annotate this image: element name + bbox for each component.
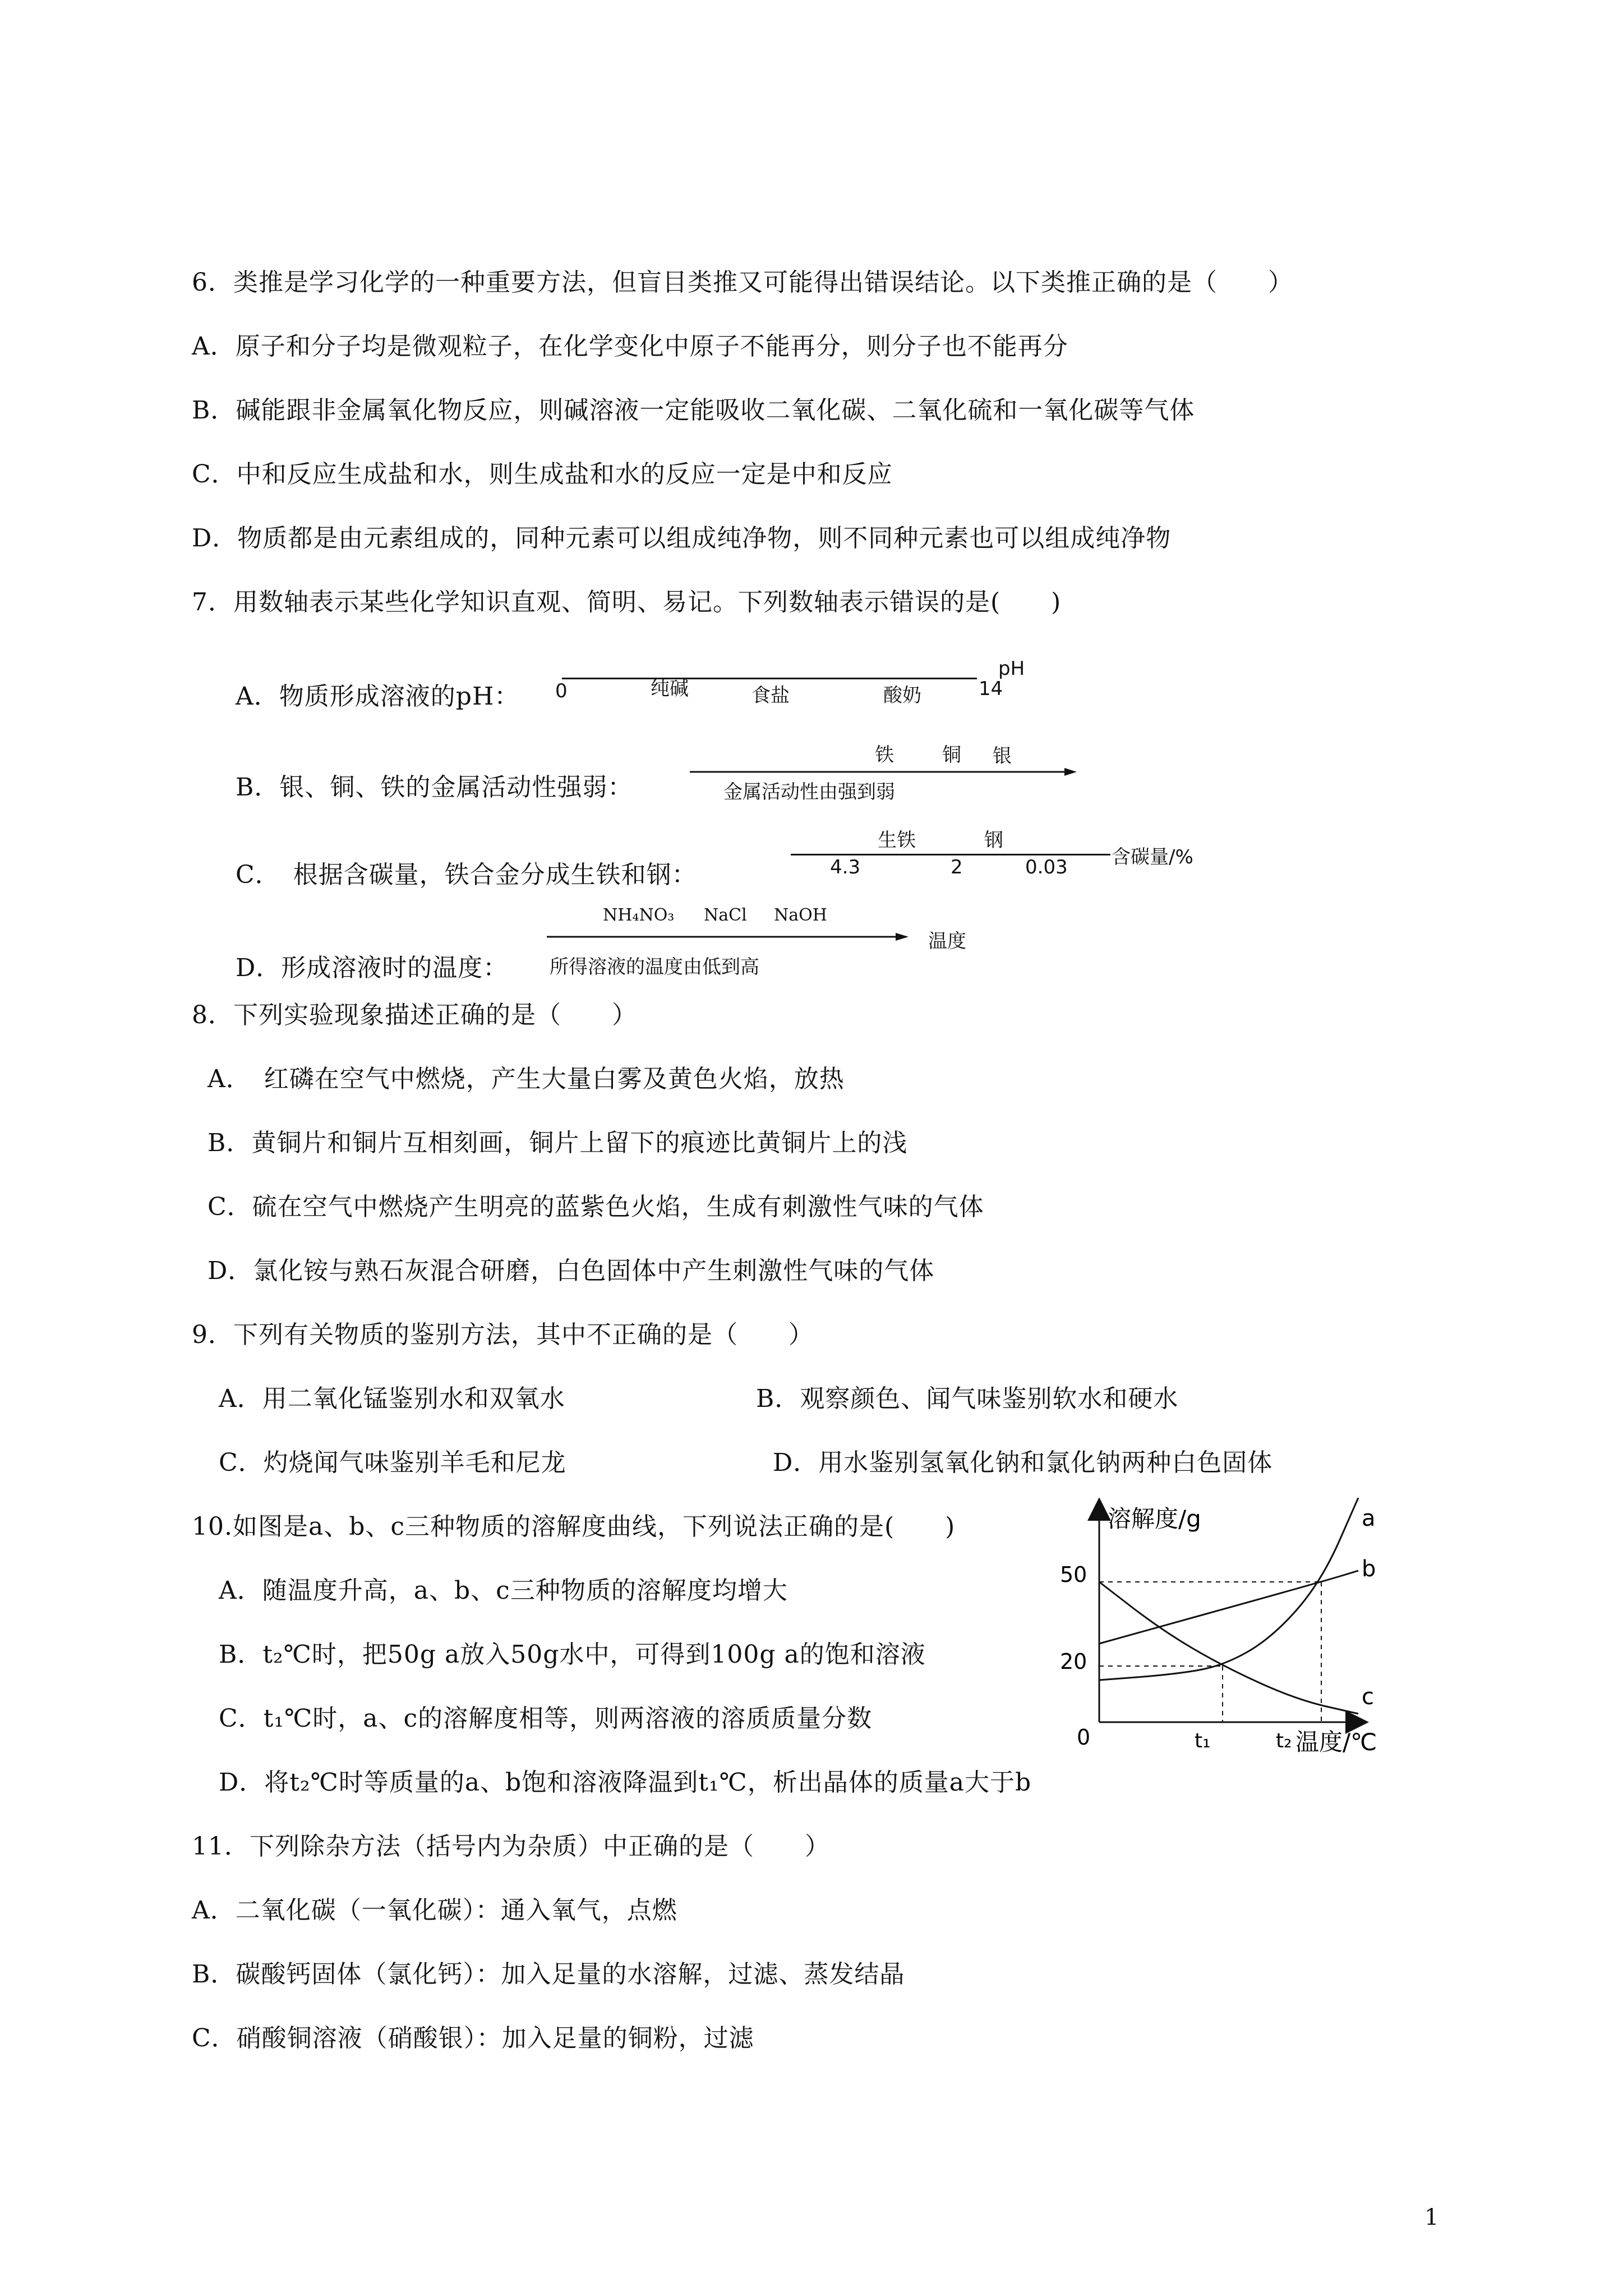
q7-a-item-3: 酸奶 <box>883 684 921 707</box>
q7-c-item-2: 钢 <box>984 829 1003 852</box>
q10-option-c: C．t₁℃时，a、c的溶解度相等，则两溶液的溶质质量分数 <box>219 1704 873 1733</box>
q7-b-number-line <box>690 739 1094 807</box>
q7-b-item-3: 银 <box>993 745 1012 767</box>
q10-option-d: D．将t₂℃时等质量的a、b饱和溶液降温到t₁℃，析出晶体的质量a大于b <box>219 1768 1032 1797</box>
q8-option-c: C．硫在空气中燃烧产生明亮的蓝紫色火焰，生成有刺激性气味的气体 <box>208 1193 984 1221</box>
series-label-a: a <box>1362 1506 1376 1531</box>
chart-ytick-50: 50 <box>1060 1562 1087 1587</box>
series-c-curve <box>1099 1582 1358 1714</box>
q7-b-caption: 金属活动性由强到弱 <box>723 781 895 803</box>
series-label-b: b <box>1362 1556 1376 1582</box>
q9-stem: 9．下列有关物质的鉴别方法，其中不正确的是（ ） <box>192 1320 814 1349</box>
q7-d-item-1: NH₄NO₃ <box>603 905 675 925</box>
q7-d-caption: 所得溶液的温度由低到高 <box>550 956 759 978</box>
q7-c-tick-1: 4.3 <box>830 856 861 878</box>
q9-option-a: A．用二氧化锰鉴别水和双氧水 <box>219 1384 565 1413</box>
q7-option-c-label: C． 根据含碳量，铁合金分成生铁和钢： <box>236 861 697 889</box>
q7-a-item-2: 食盐 <box>751 684 790 707</box>
q7-b-item-2: 铜 <box>942 744 961 766</box>
q11-option-b: B．碳酸钙固体（氯化钙）：加入足量的水溶解，过滤、蒸发结晶 <box>192 1960 905 1989</box>
q7-a-item-1: 纯碱 <box>651 678 689 700</box>
q7-c-tick-3: 0.03 <box>1025 856 1068 878</box>
q7-a-unit: pH <box>998 657 1025 680</box>
q8-option-d: D．氯化铵与熟石灰混合研磨，白色固体中产生刺激性气味的气体 <box>208 1257 935 1285</box>
q9-option-d: D．用水鉴别氢氧化钠和氯化钠两种白色固体 <box>773 1448 1273 1477</box>
q11-option-a: A．二氧化碳（一氧化碳）：通入氧气，点燃 <box>192 1896 677 1925</box>
q7-b-item-1: 铁 <box>875 744 894 766</box>
q6-option-b: B．碱能跟非金属氧化物反应，则碱溶液一定能吸收二氧化碳、二氧化硫和一氧化碳等气体 <box>192 396 1195 425</box>
q7-d-arrow <box>547 931 911 942</box>
q7-a-start: 0 <box>555 680 568 702</box>
q6-option-a: A．原子和分子均是微观粒子，在化学变化中原子不能再分，则分子也不能再分 <box>192 332 1068 361</box>
q7-option-b-label: B．银、铜、铁的金属活动性强弱： <box>236 773 633 802</box>
q7-b-arrow <box>690 766 1082 777</box>
chart-origin: 0 <box>1077 1725 1091 1750</box>
q7-a-number-line <box>555 657 1038 707</box>
q7-c-number-line <box>791 825 1239 898</box>
q7-option-a-label: A．物质形成溶液的pH： <box>236 682 520 711</box>
q9-option-b: B．观察颜色、闻气味鉴别软水和硬水 <box>756 1384 1179 1413</box>
series-label-c: c <box>1362 1684 1374 1710</box>
page-number: 1 <box>1424 2205 1439 2230</box>
chart-ylabel: 溶解度/g <box>1108 1505 1201 1533</box>
solubility-chart <box>1054 1498 1424 1761</box>
q7-d-item-2: NaCl <box>704 905 747 925</box>
q10-stem: 10.如图是a、b、c三种物质的溶解度曲线，下列说法正确的是( ) <box>192 1512 956 1541</box>
chart-xtick-t2: t₂ <box>1276 1729 1292 1752</box>
q10-option-a: A．随温度升高，a、b、c三种物质的溶解度均增大 <box>219 1576 788 1605</box>
q7-c-unit: 含碳量/% <box>1112 846 1193 868</box>
q7-option-d-label: D．形成溶液时的温度： <box>236 954 509 982</box>
q6-stem: 6．类推是学习化学的一种重要方法，但盲目类推又可能得出错误结论。以下类推正确的是（ ） <box>192 268 1293 297</box>
q7-a-end: 14 <box>979 678 1003 700</box>
q9-option-c: C．灼烧闻气味鉴别羊毛和尼龙 <box>219 1448 566 1477</box>
q6-option-c: C．中和反应生成盐和水，则生成盐和水的反应一定是中和反应 <box>192 460 893 489</box>
q7-c-axis <box>791 854 1110 855</box>
q10-option-b: B．t₂℃时，把50g a放入50g水中，可得到100g a的饱和溶液 <box>219 1640 926 1669</box>
q11-option-c: C．硝酸铜溶液（硝酸银）：加入足量的铜粉，过滤 <box>192 2024 754 2053</box>
q7-d-item-3: NaOH <box>774 905 827 925</box>
q7-c-item-1: 生铁 <box>878 829 916 852</box>
chart-xlabel: 温度/℃ <box>1295 1728 1377 1756</box>
q7-c-tick-2: 2 <box>951 856 963 878</box>
chart-guide-lines <box>1099 1582 1321 1722</box>
q8-option-b: B．黄铜片和铜片互相刻画，铜片上留下的痕迹比黄铜片上的浅 <box>208 1129 908 1157</box>
q7-d-unit: 温度 <box>928 930 966 953</box>
q6-option-d: D．物质都是由元素组成的，同种元素可以组成纯净物，则不同种元素也可以组成纯净物 <box>192 524 1172 553</box>
chart-ytick-20: 20 <box>1060 1649 1087 1674</box>
q7-d-number-line <box>547 903 1007 987</box>
q7-stem: 7．用数轴表示某些化学知识直观、简明、易记。下列数轴表示错误的是( ) <box>192 588 1062 616</box>
q11-stem: 11．下列除杂方法（括号内为杂质）中正确的是（ ） <box>192 1832 830 1861</box>
q8-option-a: A． 红磷在空气中燃烧，产生大量白雾及黄色火焰，放热 <box>208 1065 845 1093</box>
q7-a-axis <box>562 678 977 679</box>
q8-stem: 8．下列实验现象描述正确的是（ ） <box>192 1001 637 1029</box>
chart-xtick-t1: t₁ <box>1195 1729 1211 1752</box>
